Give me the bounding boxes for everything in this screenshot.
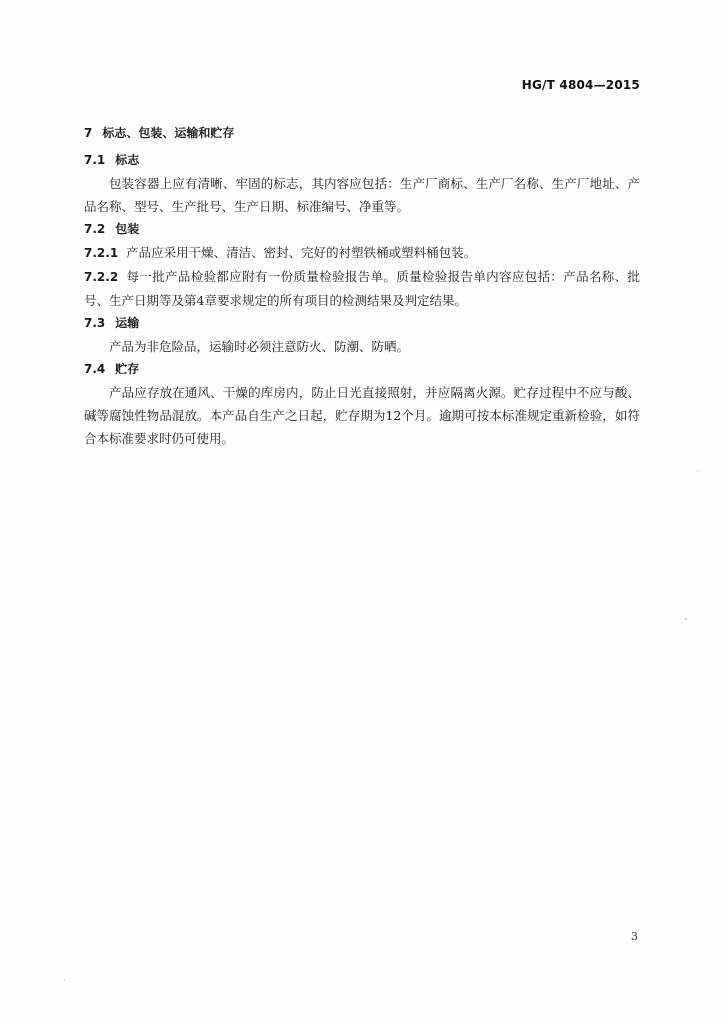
page-number: 3 bbox=[631, 930, 638, 943]
section-7-1-heading bbox=[84, 149, 640, 172]
section-7-3-title: 运输 bbox=[115, 316, 140, 330]
section-7-3-paragraph: 产品为非危险品，运输时必须注意防火、防潮、防晒。 bbox=[109, 339, 410, 354]
section-7-heading bbox=[84, 122, 640, 145]
section-7-4-number: 7.4 bbox=[84, 362, 106, 376]
section-7-1-title: 标志 bbox=[115, 153, 140, 167]
section-7-number: 7 bbox=[84, 126, 93, 140]
section-7-title: 标志、包装、运输和贮存 bbox=[102, 126, 235, 140]
section-7-4-title: 贮存 bbox=[115, 362, 140, 376]
section-7-1-number: 7.1 bbox=[84, 153, 106, 167]
standard-code: HG/T 4804—2015 bbox=[521, 78, 640, 92]
section-7-2-title: 包装 bbox=[115, 222, 140, 236]
section-7-4-heading bbox=[84, 358, 640, 381]
document-body bbox=[84, 122, 640, 450]
section-7-1-paragraph: 包装容器上应有清晰、牢固的标志，其内容应包括：生产厂商标、生产厂名称、生产厂地址、产品名称、型号、生产批号、生产日期、标准编号、净重等。 bbox=[84, 176, 640, 214]
section-7-4-paragraph: 产品应存放在通风、干燥的库房内，防止日光直接照射，并应隔离火源。贮存过程中不应与酸、碱等腐蚀性物品混放。本产品自生产之日起，贮存期为12个月。逾期可按本标准规定重新检验，如符合本标准要求时仍可使用。 bbox=[84, 385, 640, 446]
section-7-2-number: 7.2 bbox=[84, 222, 106, 236]
section-7-3-number: 7.3 bbox=[84, 316, 106, 330]
section-7-2-2-paragraph bbox=[84, 265, 640, 312]
section-7-2-1-paragraph bbox=[84, 241, 640, 265]
section-7-2-2-number: 7.2.2 bbox=[84, 270, 119, 284]
section-7-2-1-text: 产品应采用干燥、清洁、密封、完好的衬塑铁桶或塑料桶包装。 bbox=[126, 245, 477, 260]
section-7-3-heading bbox=[84, 312, 640, 335]
section-7-2-1-number: 7.2.1 bbox=[84, 246, 119, 260]
section-7-2-heading bbox=[84, 218, 640, 241]
scan-speck bbox=[697, 470, 698, 472]
scan-speck bbox=[64, 980, 65, 981]
section-7-2-2-text: 每一批产品检验都应附有一份质量检验报告单。质量检验报告单内容应包括：产品名称、批号、生产日期等及第4章要求规定的所有项目的检测结果及判定结果。 bbox=[84, 269, 640, 308]
scan-speck bbox=[685, 618, 687, 620]
